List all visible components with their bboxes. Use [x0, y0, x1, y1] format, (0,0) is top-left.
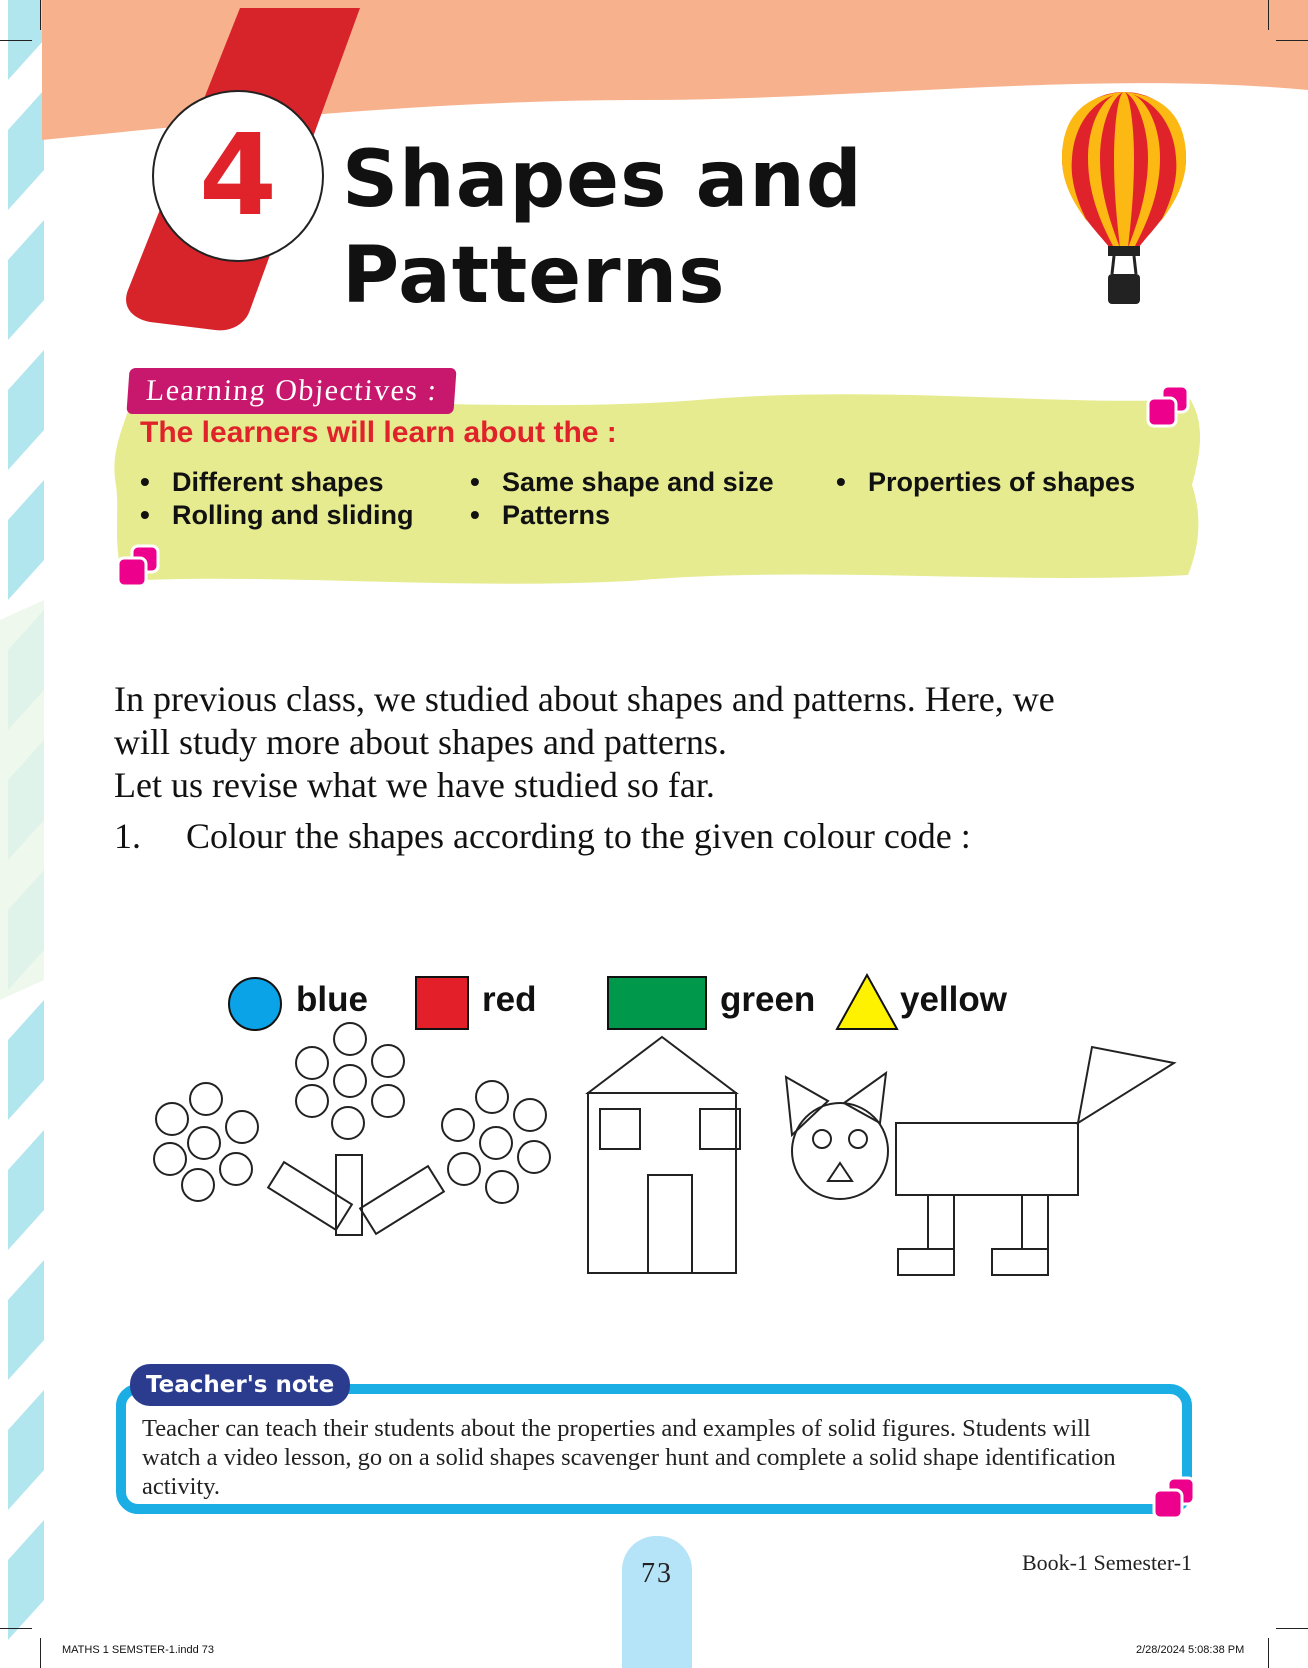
book-label: Book-1 Semester-1: [1022, 1550, 1193, 1575]
teacher-note-line: Teacher can teach their students about the properties and examples of solid figures. Students will: [142, 1415, 1091, 1442]
page-number-tab: [622, 1536, 692, 1668]
print-slug-file: MATHS 1 SEMSTER-1.indd 73: [62, 1644, 215, 1656]
print-slug-date: 2/28/2024 5:08:38 PM: [1136, 1644, 1245, 1656]
crop-mark: [40, 1638, 41, 1668]
chapter-title: [342, 132, 902, 324]
decorative-side-stripes: [0, 0, 44, 1668]
legend-label-green: green: [720, 980, 816, 1019]
objective-item: • Same shape and size: [470, 466, 774, 498]
teacher-note-text: [142, 1414, 1182, 1501]
teacher-note-line: watch a video lesson, go on a solid shapes scavenger hunt and complete a solid shape identification: [142, 1444, 1116, 1471]
hot-air-balloon-icon: [1058, 88, 1190, 308]
chapter-title-line2: Patterns: [342, 231, 726, 321]
chapter-number-badge: 4: [152, 90, 324, 262]
legend-label-yellow: yellow: [900, 980, 1007, 1019]
intro-line: In previous class, we studied about shapes and patterns. Here, we: [114, 679, 1055, 719]
objectives-intro: The learners will learn about the :: [140, 416, 617, 449]
crop-mark: [1276, 40, 1308, 41]
intro-paragraph: [114, 678, 1214, 807]
objective-item: • Different shapes: [140, 466, 384, 498]
objective-item: • Rolling and sliding: [140, 499, 413, 531]
objective-item: • Patterns: [470, 499, 610, 531]
intro-line: will study more about shapes and patterns.: [114, 722, 727, 762]
legend-label-red: red: [482, 980, 537, 1019]
legend-label-blue: blue: [296, 980, 368, 1019]
teacher-note-tag: Teacher's note: [130, 1364, 350, 1406]
cat: [786, 1047, 1174, 1275]
question-number: 1.: [114, 816, 141, 856]
tree-right: [360, 1081, 550, 1234]
chapter-title-line1: Shapes and: [342, 135, 863, 225]
teacher-note-line: activity.: [142, 1473, 221, 1500]
house: [588, 1037, 740, 1273]
tree-left: [154, 1083, 352, 1230]
intro-line: Let us revise what we have studied so far.: [114, 765, 715, 805]
page-number: 73: [641, 1558, 673, 1589]
shapes-drawing: [140, 1015, 1180, 1285]
corner-ornament-icon: [1150, 1476, 1198, 1524]
corner-ornament-icon: [1144, 384, 1192, 432]
question-text: Colour the shapes according to the given colour code :: [186, 816, 971, 856]
corner-ornament-icon: [114, 544, 162, 592]
crop-mark: [1276, 1628, 1308, 1629]
objective-item: • Properties of shapes: [836, 466, 1135, 498]
crop-mark: [1268, 0, 1269, 30]
crop-mark: [1268, 1638, 1269, 1668]
crop-mark: [0, 40, 32, 41]
objectives-tag: Learning Objectives :: [126, 368, 457, 414]
crop-mark: [0, 1628, 32, 1629]
crop-mark: [40, 0, 41, 30]
